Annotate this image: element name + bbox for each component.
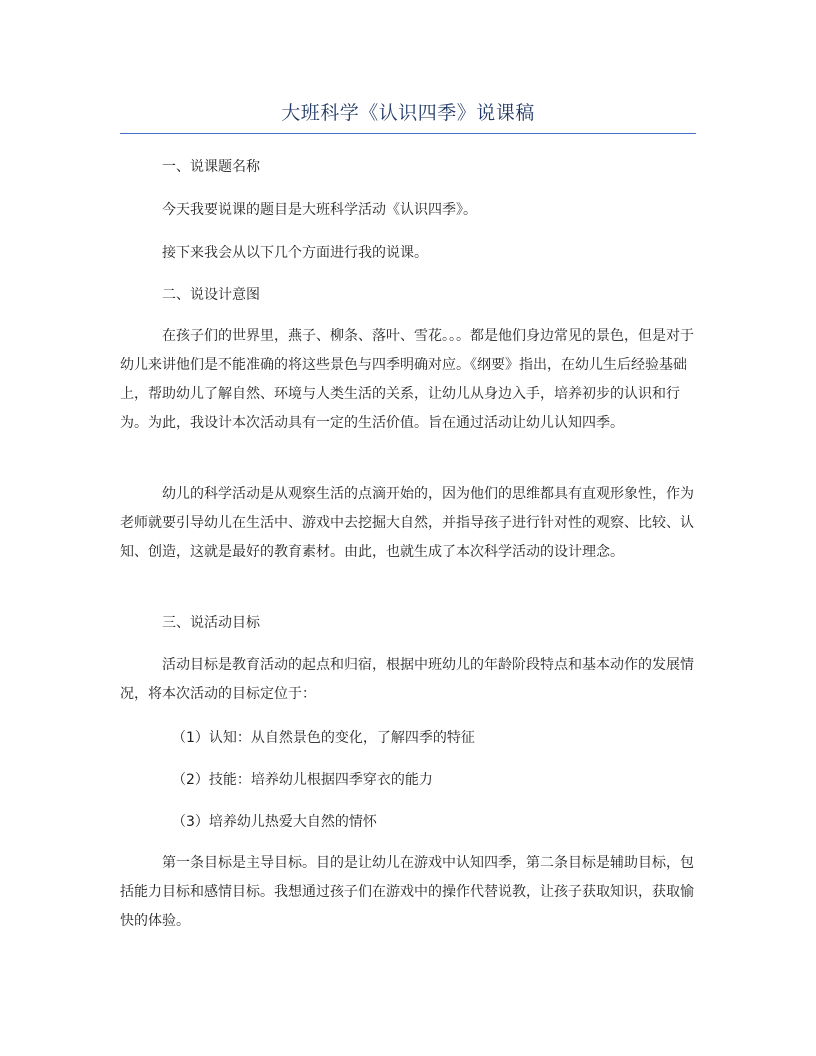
section-3-paragraph-1: 活动目标是教育活动的起点和归宿，根据中班幼儿的年龄阶段特点和基本动作的发展情况，将本次活动的目标定位于： xyxy=(120,657,694,702)
section-1-paragraph-2: 接下来我会从以下几个方面进行我的说课。 xyxy=(162,245,428,261)
section-3-heading: 三、说活动目标 xyxy=(162,615,260,631)
section-1-heading: 一、说课题名称 xyxy=(162,159,260,175)
section-2-paragraph-1: 在孩子们的世界里，燕子、柳条、落叶、雪花。。。都是他们身边常见的景色，但是对于幼儿来讲他们是不能准确的将这些景色与四季明确对应。《纲要》指出，在幼儿生后经验基础上，帮助幼儿了解自然、环境与人类生活的关系，让幼儿从身边入手，培养初步的认识和行为。为此，我设计本次活动具有一定的生活价值。旨在通过活动让幼儿认知四季。 xyxy=(120,328,694,431)
section-2-paragraph-2: 幼儿的科学活动是从观察生活的点滴开始的，因为他们的思维都具有直观形象性，作为老师就要引导幼儿在生活中、游戏中去挖掘大自然，并指导孩子进行针对性的观察、比较、认知、创造，这就是最好的教育素材。由此，也就生成了本次科学活动的设计理念。 xyxy=(120,486,694,560)
document-title: 大班科学《认识四季》说课稿 xyxy=(281,102,535,124)
section-3-paragraph-2: 第一条目标是主导目标。目的是让幼儿在游戏中认知四季，第二条目标是辅助目标，包括能力目标和感情目标。我想通过孩子们在游戏中的操作代替说教，让孩子获取知识，获取愉快的体验。 xyxy=(120,855,694,929)
section-1-paragraph-1: 今天我要说课的题目是大班科学活动《认识四季》。 xyxy=(162,202,477,218)
title-underline xyxy=(120,133,696,134)
section-2-heading: 二、说设计意图 xyxy=(162,287,260,303)
goal-item-1: （1）认知：从自然景色的变化，了解四季的特征 xyxy=(172,730,475,746)
goal-item-2: （2）技能：培养幼儿根据四季穿衣的能力 xyxy=(172,772,433,788)
goal-item-3: （3）培养幼儿热爱大自然的情怀 xyxy=(172,814,377,830)
